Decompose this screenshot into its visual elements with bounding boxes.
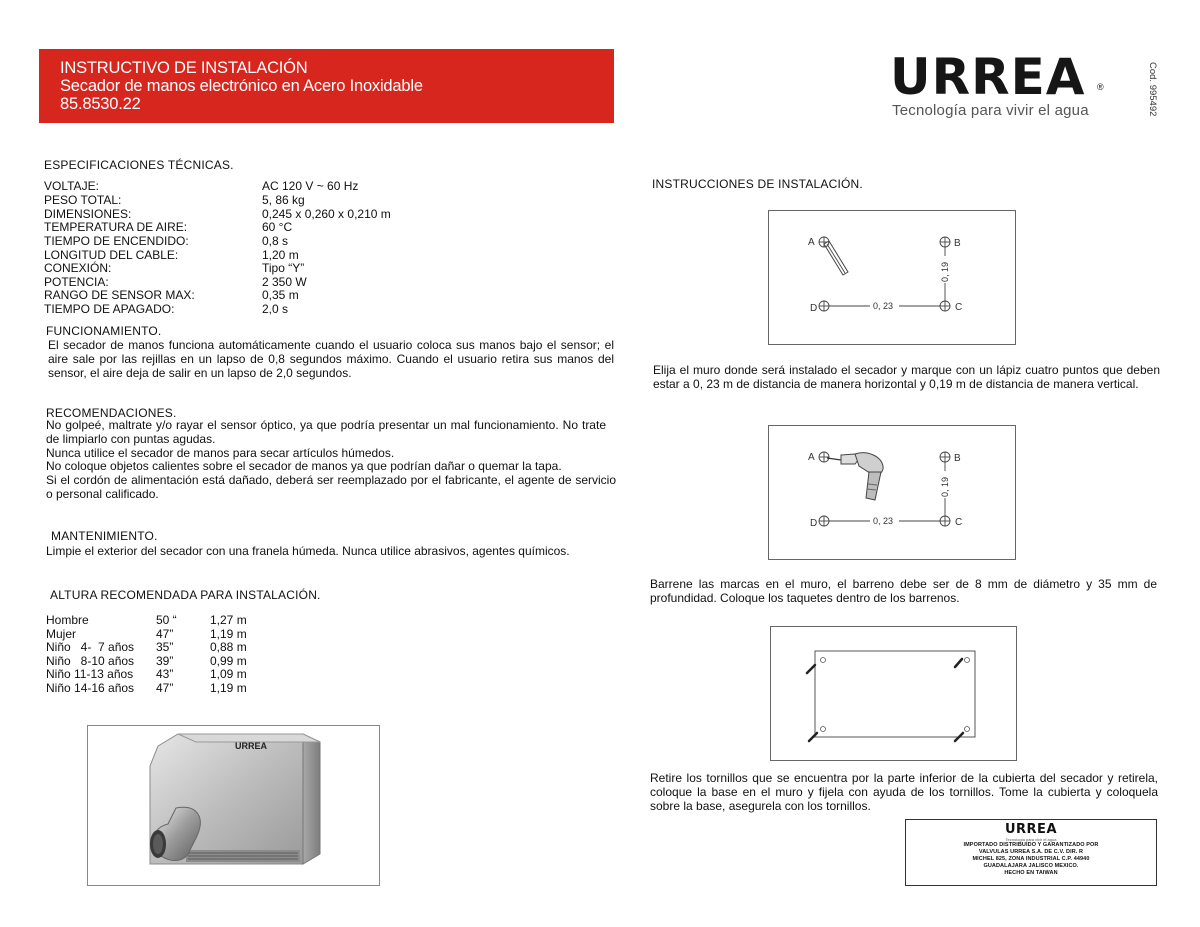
altura-inches: 47” [156, 681, 174, 695]
vertical-distance: 0, 19 [940, 476, 950, 497]
drill-icon [827, 453, 883, 500]
altura-who: Hombre [46, 613, 89, 627]
importer-tagline: Tecnología para vivir el agua [1005, 837, 1057, 842]
logo-brand: URREA [890, 48, 1086, 106]
label-d: D [810, 303, 818, 314]
altura-inches: 47” [156, 627, 174, 641]
altura-meters: 0,99 m [210, 654, 247, 668]
importer-line: HECHO EN TAIWAN [1004, 870, 1058, 876]
recomendacion-item: No golpeé, maltrate y/o rayar el sensor óptico, ya que podría presentar un mal funcionamiento. No trate de limpiarlo con puntas agudas. [46, 418, 606, 446]
spec-value: 60 °C [262, 220, 293, 234]
altura-meters: 0,88 m [210, 640, 247, 654]
label-a: A [808, 237, 815, 248]
spec-label: VOLTAJE: [44, 179, 99, 193]
recomendaciones-heading: RECOMENDACIONES. [46, 406, 177, 420]
registered-mark: ® [1097, 82, 1104, 92]
label-c: C [955, 302, 963, 313]
spec-label: LONGITUD DEL CABLE: [44, 248, 179, 262]
hand-dryer-photo [87, 725, 380, 886]
logo-tagline: Tecnología para vivir el agua [892, 102, 1089, 119]
drill-figure [769, 426, 1015, 559]
header-banner [39, 49, 614, 123]
mantenimiento-text: Limpie el exterior del secador con una franela húmeda. Nunca utilice abrasivos, agentes químicos. [46, 544, 570, 558]
horizontal-distance: 0, 23 [873, 301, 894, 311]
diagram-mark-points [768, 210, 1016, 345]
step1-text: Elija el muro donde será instalado el secador y marque con un lápiz cuatro puntos que deben estar a 0, 23 m de distancia de manera horizontal y 0,19 m de distancia de manera vertical. [653, 363, 1160, 391]
altura-inches: 35” [156, 640, 174, 654]
label-c: C [955, 517, 963, 528]
importer-brand: URREA [1004, 822, 1058, 837]
spec-value: 0,245 x 0,260 x 0,210 m [262, 207, 391, 221]
altura-who: Mujer [46, 627, 77, 641]
altura-inches: 50 “ [156, 613, 177, 627]
product-code: Cod. 995492 [1147, 62, 1158, 117]
recomendacion-item: No coloque objetos calientes sobre el secador de manos ya que podrían dañar o quemar la tapa. [46, 459, 562, 474]
hand-dryer-illustration [88, 726, 380, 886]
mark-points-figure [769, 211, 1015, 344]
label-b: B [954, 238, 961, 249]
spec-label: DIMENSIONES: [44, 207, 132, 221]
importer-line: MICHEL 825, ZONA INDUSTRIAL C.P. 44940 [972, 856, 1090, 862]
vertical-distance: 0, 19 [940, 261, 950, 282]
spec-label: POTENCIA: [44, 275, 109, 289]
spec-value: AC 120 V ~ 60 Hz [262, 179, 359, 193]
spec-label: PESO TOTAL: [44, 193, 122, 207]
altura-inches: 39” [156, 654, 174, 668]
altura-who: Niño 11-13 años [46, 667, 134, 681]
diagram-base-plate [770, 626, 1017, 761]
photo-brand-label: URREA [235, 741, 268, 751]
spec-label: TEMPERATURA DE AIRE: [44, 220, 188, 234]
altura-inches: 43” [156, 667, 174, 681]
recomendacion-item: Nunca utilice el secador de manos para secar artículos húmedos. [46, 445, 395, 460]
altura-who: Niño 14-16 años [46, 681, 135, 695]
spec-value: 0,8 s [262, 234, 289, 248]
document-subtitle: Secador de manos electrónico en Acero Inoxidable [60, 77, 423, 95]
altura-meters: 1,19 m [210, 681, 247, 695]
mantenimiento-heading: MANTENIMIENTO. [51, 529, 158, 543]
spec-label: TIEMPO DE APAGADO: [44, 302, 175, 316]
instrucciones-heading: INSTRUCCIONES DE INSTALACIÓN. [652, 177, 863, 191]
label-a: A [808, 452, 815, 463]
spec-value: Tipo “Y” [262, 261, 305, 275]
label-d: D [810, 518, 818, 529]
spec-label: TIEMPO DE ENCENDIDO: [44, 234, 189, 248]
horizontal-distance: 0, 23 [873, 516, 894, 526]
label-b: B [954, 453, 961, 464]
spec-value: 2,0 s [262, 302, 289, 316]
spec-value: 2 350 W [262, 275, 307, 289]
base-plate-figure [771, 627, 1016, 760]
specs-heading: ESPECIFICACIONES TÉCNICAS. [44, 158, 234, 172]
step3-text: Retire los tornillos que se encuentra por la parte inferior de la cubierta del secador y retirela, coloque la base en el muro y fijela con ayuda de los tornillos. Tome la cubierta y coloquela sobre la base, asegurela con los tornillos. [650, 771, 1158, 813]
document-title: INSTRUCTIVO DE INSTALACIÓN [60, 59, 308, 77]
spec-label: CONEXIÓN: [44, 261, 112, 275]
step2-text: Barrene las marcas en el muro, el barreno debe ser de 8 mm de diámetro y 35 mm de profundidad. Coloque los taquetes dentro de los barrenos. [650, 577, 1157, 605]
spec-value: 0,35 m [262, 288, 299, 302]
altura-heading: ALTURA RECOMENDADA PARA INSTALACIÓN. [50, 588, 321, 602]
recomendacion-item: Si el cordón de alimentación está dañado, deberá ser reemplazado por el fabricante, el agente de servicio o personal calificado. [46, 473, 616, 501]
urrea-logo [880, 48, 1112, 126]
base-plate [815, 651, 975, 737]
diagram-drill [768, 425, 1016, 560]
importer-label [905, 819, 1157, 886]
altura-who: Niño 4- 7 años [46, 640, 135, 654]
funcionamiento-heading: FUNCIONAMIENTO. [46, 324, 162, 338]
screw-icon [807, 659, 963, 741]
spec-value: 5, 86 kg [262, 193, 305, 207]
altura-meters: 1,09 m [210, 667, 247, 681]
altura-who: Niño 8-10 años [46, 654, 135, 668]
spec-label: RANGO DE SENSOR MAX: [44, 288, 195, 302]
importer-line: VALVULAS URREA S.A. DE C.V. DIR. R [978, 849, 1084, 855]
funcionamiento-text: El secador de manos funciona automáticamente cuando el usuario coloca sus manos bajo el sensor; el aire sale por las rejillas en un lapso de 0,8 segundos máximo. Cuando el usuario retira sus manos del sensor, el aire deja de salir en un lapso de 2,0 segundos. [48, 338, 614, 380]
spec-value: 1,20 m [262, 248, 299, 262]
altura-meters: 1,27 m [210, 613, 247, 627]
recomendaciones-list [46, 419, 616, 502]
importer-line: GUADALAJARA JALISCO MEXICO. [983, 863, 1079, 869]
model-number: 85.8530.22 [60, 95, 141, 113]
altura-meters: 1,19 m [210, 627, 247, 641]
importer-line: IMPORTADO DISTRIBUIDO Y GARANTIZADO POR [963, 842, 1099, 848]
